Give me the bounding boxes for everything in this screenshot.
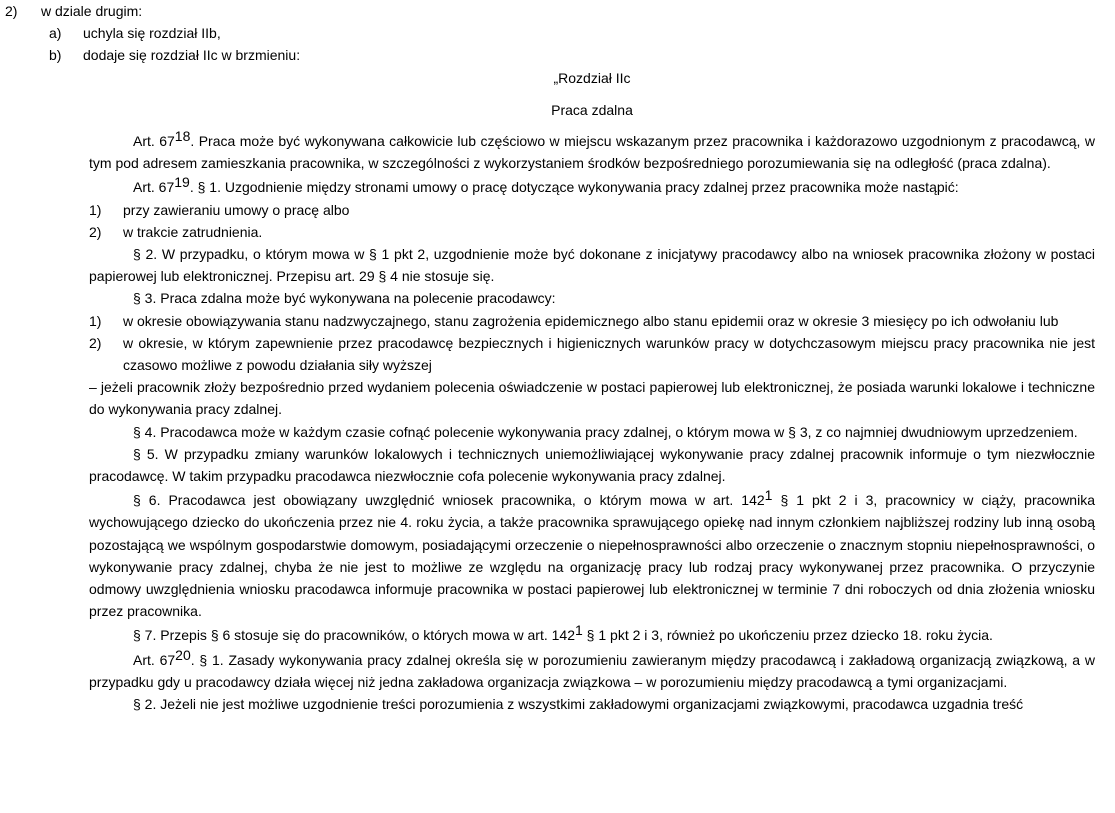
list-item: 1) przy zawieraniu umowy o pracę albo	[89, 201, 350, 218]
list-number: 2)	[5, 3, 18, 19]
article-67-19-par-3: § 3. Praca zdalna może być wykonywana na polecenie pracodawcy:	[133, 290, 556, 307]
list-text: w dziale drugim:	[41, 3, 143, 19]
article-67-19-par-7: § 7. Przepis § 6 stosuje się do pracowników, o których mowa w art. $142^1$ § 1 pkt 2 i 3, również po ukończeniu przez dziecko 18. roku życia.	[133, 622, 993, 644]
article-67-19-par-2: § 2. W przypadku, o którym mowa w § 1 pkt 2, uzgodnienie może być dokonane z inicjatywy pracodawcy albo na wniosek pracownika złożony w postaci papierowej lub elektronicznej. Przepisu art. 29 § 4 nie stosuje się.	[89, 246, 1095, 285]
list-item: 2) w okresie, w którym zapewnienie przez pracodawcę bezpiecznych i higienicznych warunków pracy w dotychczasowym miejscu pracy pracownika nie jest czasowo możliwe z powodu działania siły wyższej	[89, 334, 1095, 374]
article-67-19-par-4: § 4. Pracodawca może w każdym czasie cofnąć polecenie wykonywania pracy zdalnej, o którym mowa w § 3, z co najmniej dwudniowym uprzedzeniem.	[133, 423, 1078, 440]
article-67-18: Art. $67^{18}$. Praca może być wykonywana całkowicie lub częściowo w miejscu wskazanym przez pracownika i każdorazowo uzgodnionym z pracodawcą, w tym pod adresem zamieszkania pracownika, w szczególności z wykorzystaniem środków bezpośredniego porozumiewania się na odległość (praca zdalna).	[89, 128, 1095, 172]
chapter-title: „Rozdział IIc	[553, 70, 631, 86]
list-letter: b)	[49, 47, 62, 63]
article-67-20-par-2: § 2. Jeżeli nie jest możliwe uzgodnienie treści porozumienia z wszystkimi zakładowymi organizacjami związkowymi, pracodawca uzgadnia treść	[133, 696, 1024, 713]
list-item-2	[5, 1, 142, 21]
chapter-subtitle: Praca zdalna	[551, 102, 633, 118]
article-67-20-par-1: Art. $67^{20}$. § 1. Zasady wykonywania pracy zdalnej określa się w porozumieniu zawieranym między pracodawcą i zakładową organizacją związkową, a w przypadku gdy u pracodawcy działa więcej niż jedna zakładowa organizacja związkowa – w porozumieniu między pracodawcą a tymi organizacjami.	[89, 646, 1095, 690]
article-67-19-par-6: § 6. Pracodawca jest obowiązany uwzględnić wniosek pracownika, o którym mowa w art. $142^1$ § 1 pkt 2 i 3, pracownicy w ciąży, pracownika wychowującego dziecko do ukończenia przez nie 4. roku życia, a także pracownika sprawującego opiekę nad innym członkiem najbliższej rodziny lub inną osobą pozostającą we wspólnym gospodarstwie domowym, posiadającymi orzeczenie o niepełnosprawności albo orzeczenie o znacznym stopniu niepełnosprawności, o wykonywanie pracy zdalnej, chyba że nie jest to możliwe ze względu na organizację pracy lub rodzaj pracy wykonywanej przez pracownika. O przyczynie odmowy uwzględnienia wniosku pracodawca informuje pracownika w postaci papierowej lub elektronicznej w terminie 7 dni roboczych od dnia złożenia wniosku przez pracownika.	[89, 487, 1095, 620]
articles	[89, 130, 1095, 715]
article-67-19-par-5: § 5. W przypadku zmiany warunków lokalowych i technicznych uniemożliwiającej wykonywanie pracy zdalnej pracownik informuje o tym niezwłocznie pracodawcę. W takim przypadku pracodawca niezwłocznie cofa polecenie wykonywania pracy zdalnej.	[89, 445, 1095, 485]
article-67-19-par-1: Art. $67^{19}$. § 1. Uzgodnienie między stronami umowy o pracę dotyczące wykonywania pracy zdalnej przez pracownika może nastąpić:	[133, 174, 959, 196]
article-67-19-par-3-tail: – jeżeli pracownik złoży bezpośrednio przed wydaniem polecenia oświadczenie w postaci papierowej lub elektronicznej, że posiada warunki lokalowe i techniczne do wykonywania pracy zdalnej.	[89, 379, 1095, 418]
list-item-b	[49, 44, 300, 66]
list-text: dodaje się rozdział IIc w brzmieniu:	[83, 47, 301, 63]
list-text: uchyla się rozdział IIb,	[83, 25, 221, 41]
list-item: 1) w okresie obowiązywania stanu nadzwyczajnego, stanu zagrożenia epidemicznego albo stanu epidemii oraz w okresie 3 miesięcy po ich odwołaniu lub	[89, 312, 1059, 329]
list-item-a	[49, 22, 221, 44]
list-item: 2) w trakcie zatrudnienia.	[89, 223, 263, 240]
list-letter: a)	[49, 25, 62, 41]
